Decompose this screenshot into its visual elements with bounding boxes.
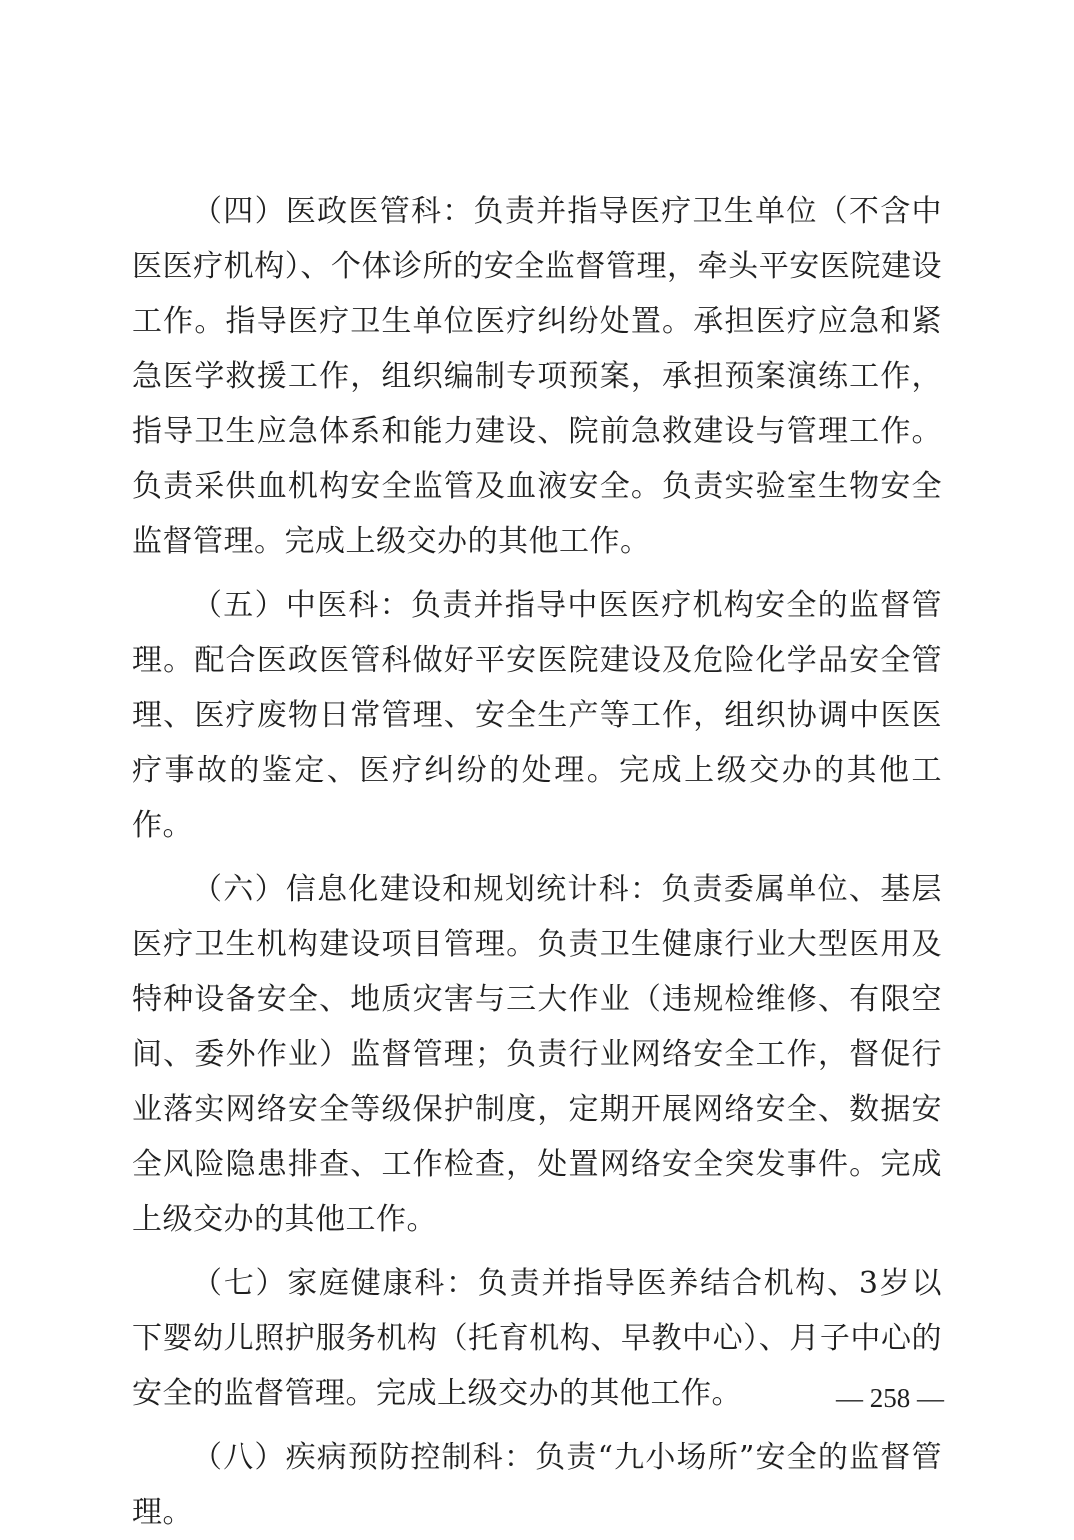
paragraph-disease-control: （八）疾病预防控制科：负责“九小场所”安全的监督管理。 xyxy=(132,1440,942,1530)
paragraph-tcm: （五）中医科：负责并指导中医医疗机构安全的监督管理。配合医政医管科做好平安医院建设及危险化学品安全管理、医疗废物日常管理、安全生产等工作，组织协调中医医疗事故的鉴定、医疗纠纷的处理。完成上级交办的其他工作。 xyxy=(132,588,942,843)
page-number: — 258 — xyxy=(836,1383,944,1413)
paragraph-family-health: （七）家庭健康科：负责并指导医养结合机构、3岁以下婴幼儿照护服务机构（托育机构、早教中心）、月子中心的安全的监督管理。完成上级交办的其他工作。 xyxy=(132,1266,942,1411)
document-body xyxy=(132,184,942,1540)
paragraph-it-planning: （六）信息化建设和规划统计科：负责委属单位、基层医疗卫生机构建设项目管理。负责卫生健康行业大型医用及特种设备安全、地质灾害与三大作业（违规检维修、有限空间、委外作业）监督管理；负责行业网络安全工作，督促行业落实网络安全等级保护制度，定期开展网络安全、数据安全风险隐患排查、工作检查，处置网络安全突发事件。完成上级交办的其他工作。 xyxy=(132,872,942,1237)
paragraph-medical-administration: （四）医政医管科：负责并指导医疗卫生单位（不含中医医疗机构）、个体诊所的安全监督管理，牵头平安医院建设工作。指导医疗卫生单位医疗纠纷处置。承担医疗应急和紧急医学救援工作，组织编制专项预案，承担预案演练工作，指导卫生应急体系和能力建设、院前急救建设与管理工作。负责采供血机构安全监管及血液安全。负责实验室生物安全监督管理。完成上级交办的其他工作。 xyxy=(132,194,942,559)
